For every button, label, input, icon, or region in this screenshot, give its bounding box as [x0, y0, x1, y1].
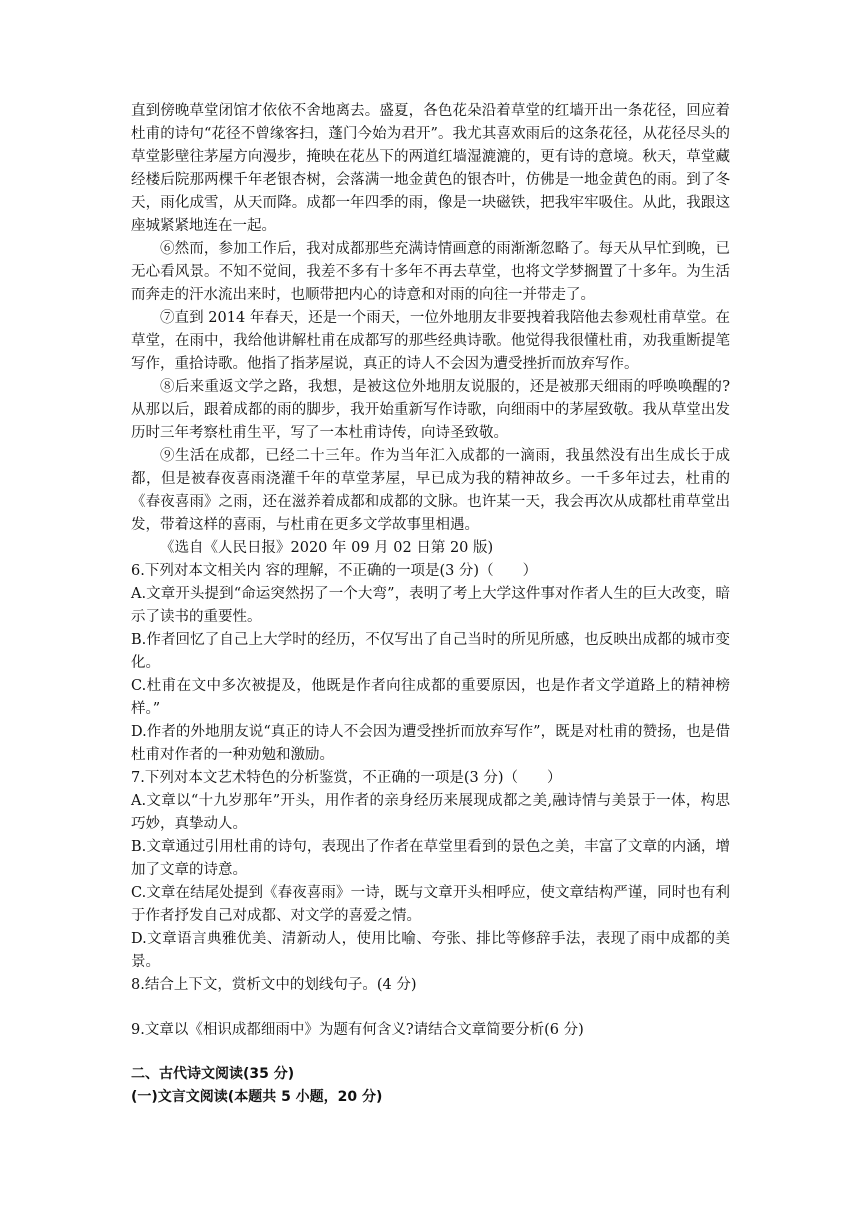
page-content [131, 100, 730, 1109]
question-6-option-d: D.作者的外地朋友说“真正的诗人不会因为遭受挫折而放弃写作”，既是对杜甫的赞扬，也是借杜甫对作者的一种劝勉和激励。 [131, 724, 730, 763]
question-8: 8.结合上下文，赏析文中的划线句子。(4 分) [131, 977, 417, 993]
answer-space-9 [131, 1042, 730, 1063]
question-6-option-c: C.杜甫在文中多次被提及，他既是作者向往成都的重要原因，也是作者文学道路上的精神榜样。” [131, 678, 730, 717]
section-title: 二、古代诗文阅读(35 分) [131, 1066, 295, 1082]
question-7-option-a: A.文章以“十九岁那年”开头，用作者的亲身经历来展现成都之美,融诗情与美景于一体，构思巧妙，真挚动人。 [131, 793, 730, 832]
passage-paragraph-8: ⑧后来重返文学之路，我想，是被这位外地朋友说服的，还是被那天细雨的呼唤唤醒的?从那以后，跟着成都的雨的脚步，我开始重新写作诗歌，向细雨中的茅屋致敬。我从草堂出发历时三年考察杜甫生平，写了一本杜甫诗传，向诗圣致敬。 [131, 379, 730, 441]
question-6-option-a: A.文章开头提到“命运突然拐了一个大弯”，表明了考上大学这件事对作者人生的巨大改变，暗示了读书的重要性。 [131, 586, 730, 625]
passage-paragraph-7: ⑦直到 2014 年春天，还是一个雨天，一位外地朋友非要拽着我陪他去参观杜甫草堂。在草堂，在雨中，我给他讲解杜甫在成都写的那些经典诗歌。他觉得我很懂杜甫，劝我重断提笔写作，重拾诗歌。他指了指茅屋说，真正的诗人不会因为遭受挫折而放弃写作。 [131, 310, 730, 372]
question-6-option-b: B.作者回忆了自己上大学时的经历，不仅写出了自己当时的所见所感，也反映出成都的城市变化。 [131, 632, 730, 671]
question-7-option-c: C.文章在结尾处提到《春夜喜雨》一诗，既与文章开头相呼应，使文章结构严谨，同时也有利于作者抒发自己对成都、对文学的喜爱之情。 [131, 885, 730, 924]
question-7-stem: 7.下列对本文艺术特色的分析鉴赏，不正确的一项是(3 分)（ ） [131, 770, 562, 786]
passage-source: 《选自《人民日报》2020 年 09 月 02 日第 20 版) [160, 540, 494, 556]
section-subtitle: (一)文言文阅读(本题共 5 小题，20 分) [131, 1089, 383, 1105]
passage-paragraph-6: ⑥然而，参加工作后，我对成都那些充满诗情画意的雨渐渐忽略了。每天从早忙到晚，已无心看风景。不知不觉间，我差不多有十多年不再去草堂，也将文学梦搁置了十多年。为生活而奔走的汗水流出来时，也顺带把内心的诗意和对雨的向往一并带走了。 [131, 241, 730, 303]
question-9: 9.文章以《相识成都细雨中》为题有何含义?请结合文章简要分析(6 分) [131, 1022, 584, 1038]
answer-space-8 [131, 997, 730, 1019]
question-7-option-b: B.文章通过引用杜甫的诗句，表现出了作者在草堂里看到的景色之美，丰富了文章的内涵，增加了文章的诗意。 [131, 839, 730, 878]
question-7-option-d: D.文章语言典雅优美、清新动人，使用比喻、夸张、排比等修辞手法，表现了雨中成都的美景。 [131, 931, 730, 970]
question-6-stem: 6.下列对本文相关内 容的理解，不正确的一项是(3 分)（ ） [131, 563, 538, 579]
passage-paragraph-9: ⑨生活在成都，已经二十三年。作为当年汇入成都的一滴雨，我虽然没有出生成长于成都，但是被春夜喜雨浇灌千年的草堂茅屋，早已成为我的精神故乡。一千多年过去，杜甫的《春夜喜雨》之雨，还在滋养着成都和成都的文脉。也许某一天，我会再次从成都杜甫草堂出发，带着这样的喜雨，与杜甫在更多文学故事里相遇。 [131, 448, 730, 533]
passage-paragraph-continued: 直到傍晚草堂闭馆才依依不舍地离去。盛夏，各色花朵沿着草堂的红墙开出一条花径，回应着杜甫的诗句“花径不曾缘客扫，蓬门今始为君开”。我尤其喜欢雨后的这条花径，从花径尽头的草堂影壁往茅屋方向漫步，掩映在花丛下的两道红墙湿漉漉的，更有诗的意境。秋天，草堂藏经楼后院那两棵千年老银杏树，会落满一地金黄色的银杏叶，仿佛是一地金黄色的雨。到了冬天，雨化成雪，从天而降。成都一年四季的雨，像是一块磁铁，把我牢牢吸住。从此，我跟这座城紧紧地连在一起。 [131, 103, 730, 234]
